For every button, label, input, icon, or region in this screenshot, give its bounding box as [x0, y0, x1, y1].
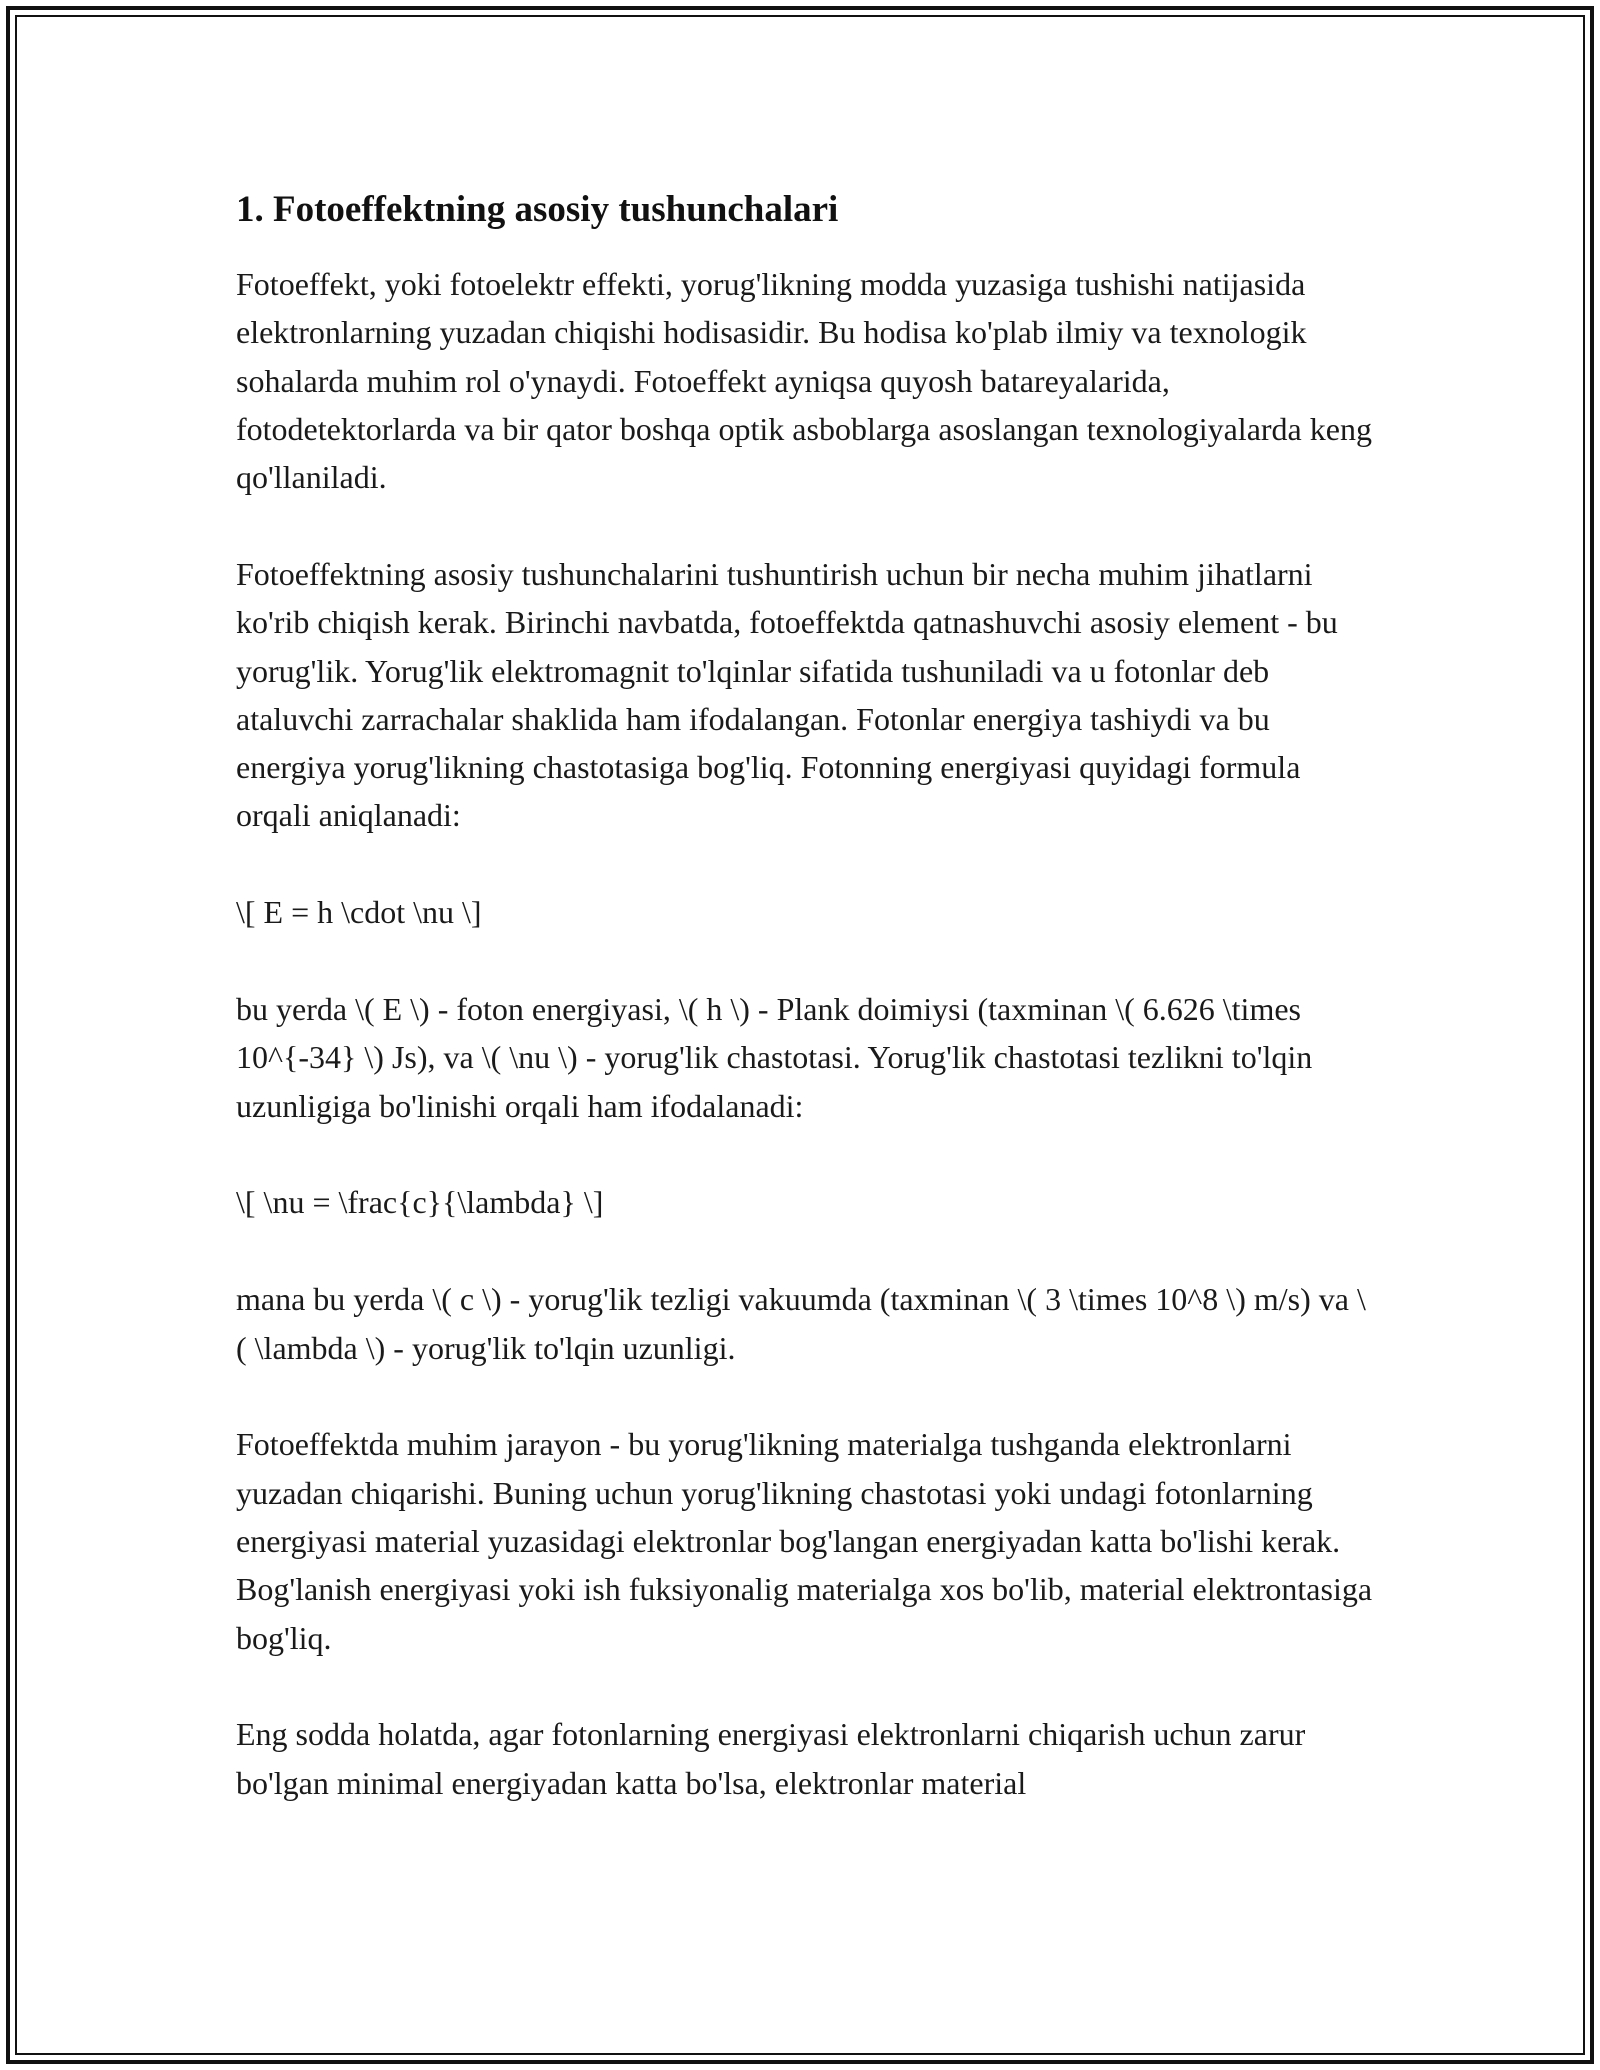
paragraph-speed-of-light: mana bu yerda \( c \) - yorug'lik tezligi vakuumda (taxminan \( 3 \times 10^8 \) m/s) va \( \lambda \) - yorug'lik to'lqin uzunligi.: [236, 1281, 1366, 1366]
formula-frequency: \[ \nu = \frac{c}{\lambda} \]: [236, 1184, 604, 1221]
paragraph-electron-emission: Fotoeffektda muhim jarayon - bu yorug'likning materialga tushganda elektronlarni yuzadan chiqarishi. Buning uchun yorug'likning chastotasi yoki undagi fotonlarning energiyasi material yuzasidagi elektronlar bog'langan energiyadan katta bo'lishi kerak. Bog'lanish energiyasi yoki ish fuksiyonalig materialga xos bo'lib, material elektrontasiga bog'liq.: [236, 1426, 1373, 1656]
paragraph-simple-case: Eng sodda holatda, agar fotonlarning energiyasi elektronlarni chiqarish uchun zarur bo'lgan minimal energiyadan katta bo'lsa, elektronlar material: [236, 1716, 1306, 1801]
paragraph-concepts: Fotoeffektning asosiy tushunchalarini tushuntirish uchun bir necha muhim jihatlarni ko'rib chiqish kerak. Birinchi navbatda, fotoeffektda qatnashuvchi asosiy element - bu yorug'lik. Yorug'lik elektromagnit to'lqinlar sifatida tushuniladi va u fotonlar deb ataluvchi zarrachalar shaklida ham ifodalangan. Fotonlar energiya tashiydi va bu energiya yorug'likning chastotasiga bog'liq. Fotonning energiyasi quyidagi formula orqali aniqlanadi:: [236, 555, 1338, 834]
document-body: [236, 186, 1376, 1855]
paragraph-intro: Fotoeffekt, yoki fotoelektr effekti, yorug'likning modda yuzasiga tushishi natijasida elektronlarning yuzadan chiqishi hodisasidir. Bu hodisa ko'plab ilmiy va texnologik sohalarda muhim rol o'ynaydi. Fotoeffekt ayniqsa quyosh batareyalarida, fotodetektorlarda va bir qator boshqa optik asboblarga asoslangan texnologiyalarda keng qo'llaniladi.: [236, 266, 1372, 496]
formula-photon-energy: \[ E = h \cdot \nu \]: [236, 894, 482, 931]
section-heading: 1. Fotoeffektning asosiy tushunchalari: [236, 189, 839, 230]
paragraph-energy-definition: bu yerda \( E \) - foton energiyasi, \( h \) - Plank doimiysi (taxminan \( 6.626 \times 10^{-34} \) Js), va \( \nu \) - yorug'lik chastotasi. Yorug'lik chastotasi tezlikni to'lqin uzunligiga bo'linishi orqali ham ifodalanadi:: [236, 991, 1313, 1124]
